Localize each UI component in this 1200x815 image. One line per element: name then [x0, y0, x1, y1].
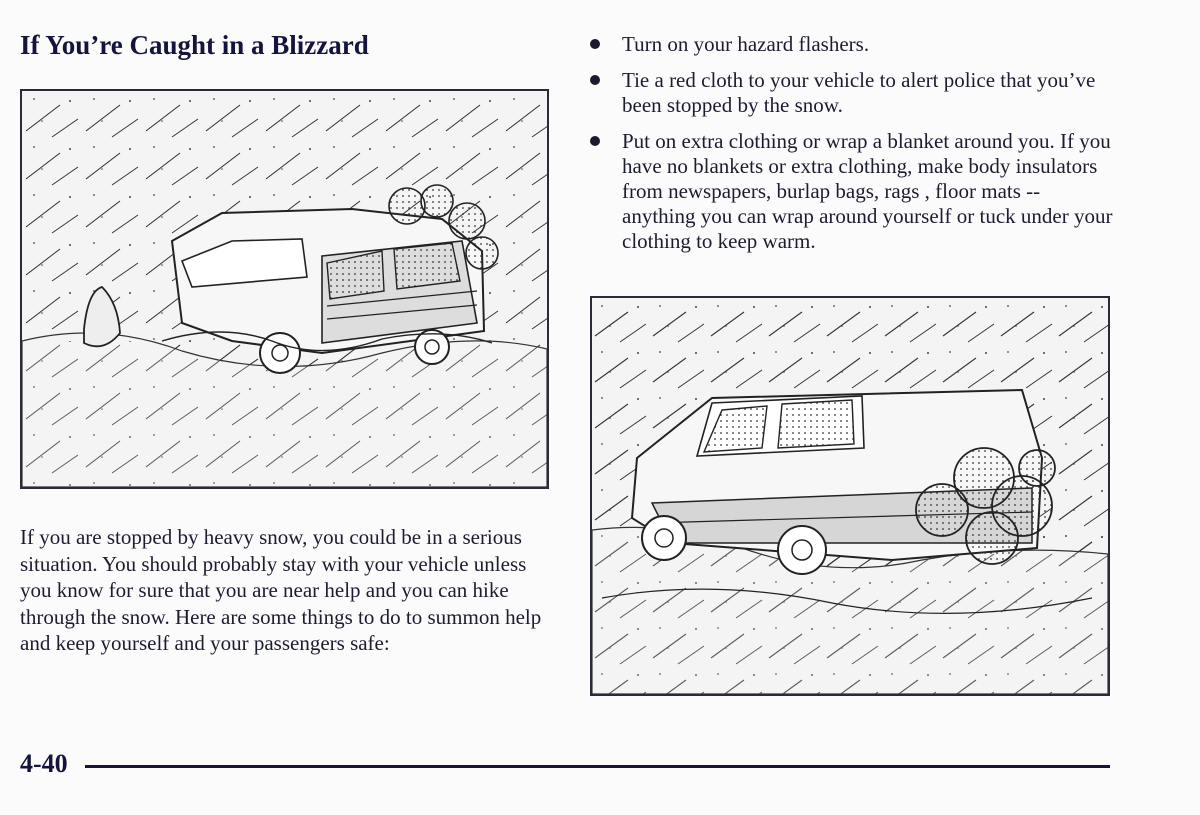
list-item-text: Turn on your hazard flashers. — [622, 32, 870, 56]
list-item — [588, 32, 1118, 57]
list-item-text: Tie a red cloth to your vehicle to alert police that you’ve been stopped by the snow. — [622, 68, 1096, 117]
bullet-icon — [590, 75, 600, 85]
list-item — [588, 129, 1118, 254]
safety-tips-list — [588, 32, 1118, 265]
illustration-vehicle-stuck-in-snow-front — [20, 89, 549, 489]
bullet-icon — [590, 39, 600, 49]
list-item — [588, 68, 1118, 118]
page-number: 4-40 — [20, 749, 68, 778]
section-heading: If You’re Caught in a Blizzard — [20, 30, 369, 60]
vehicle-exhaust-drawing — [592, 298, 1108, 694]
vehicle-stuck-in-snow-drawing — [22, 91, 547, 487]
bullet-icon — [590, 136, 600, 146]
list-item-text: Put on extra clothing or wrap a blanket around you. If you have no blankets or extra clothing, make body insulators from newspapers, burlap bags, rags , floor mats -- anything you can wrap around yourself or tuck under your clothing to keep warm. — [622, 129, 1113, 253]
footer-rule — [85, 765, 1110, 768]
illustration-vehicle-exhaust-in-snow — [590, 296, 1110, 696]
intro-paragraph: If you are stopped by heavy snow, you could be in a serious situation. You should probably stay with your vehicle unless you know for sure that you are near help and you can hike through the snow. Here are some things to do to summon help and keep yourself and your passengers safe: — [20, 525, 542, 655]
